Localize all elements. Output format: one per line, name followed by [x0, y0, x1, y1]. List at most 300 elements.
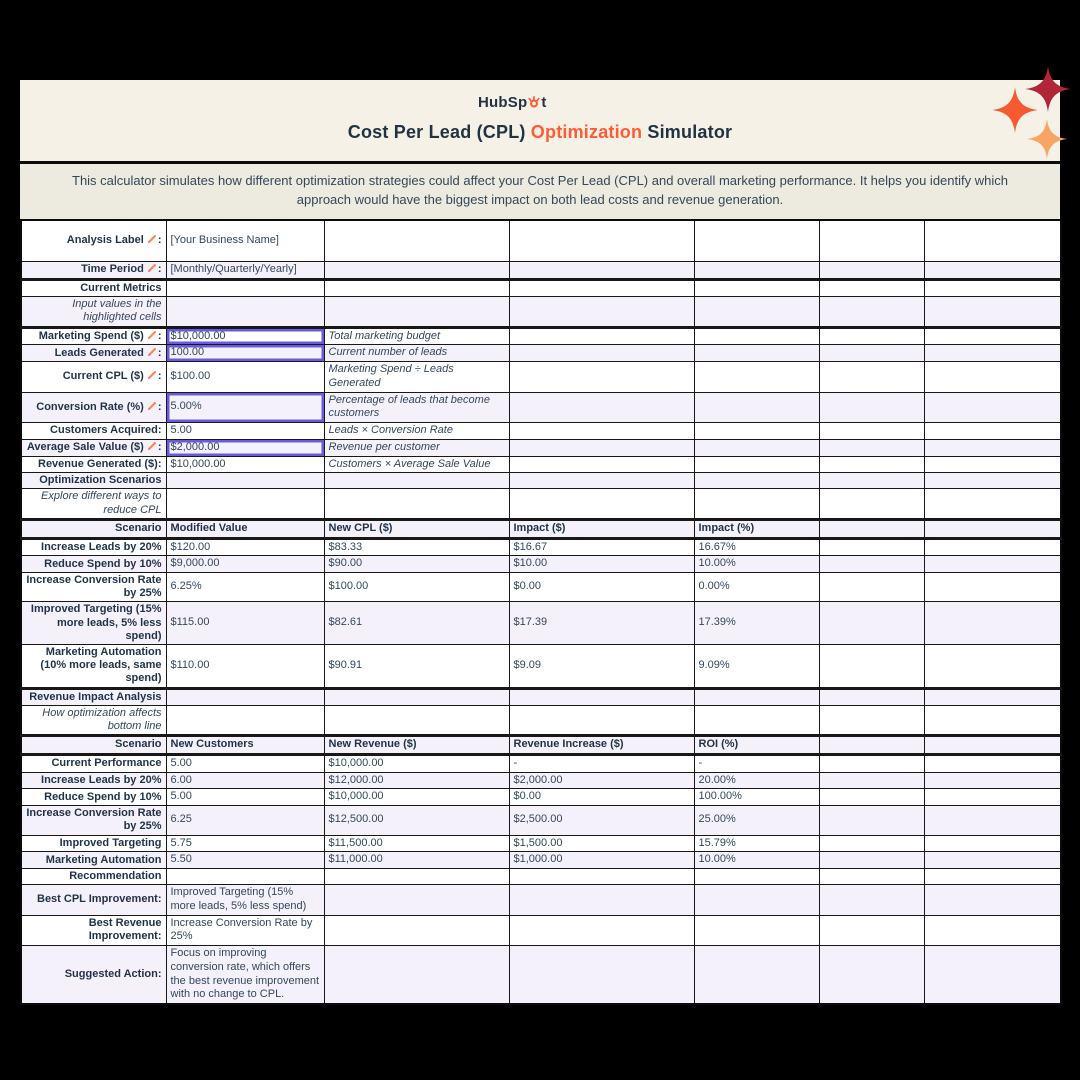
section-label: Revenue Impact Analysis: [21, 688, 166, 705]
empty-cell: [694, 946, 819, 1005]
table-row: [21, 423, 1061, 440]
scenario-value-cell: $100.00: [324, 573, 509, 602]
scenario-label: Increase Conversion Rate by 25%: [21, 573, 166, 602]
field-value-cell[interactable]: $10,000.00: [166, 327, 324, 345]
scenario-value-cell: 17.39%: [694, 602, 819, 645]
field-label-colon: :: [157, 424, 162, 437]
empty-cell: [694, 362, 819, 393]
field-label-text: Conversion Rate (%): [36, 400, 144, 413]
table-row: [21, 645, 1061, 689]
empty-cell: [924, 688, 1061, 705]
scenario-value-cell: 5.75: [166, 835, 324, 852]
field-description: Total marketing budget: [324, 327, 509, 345]
empty-cell: [819, 327, 924, 345]
field-value-cell: Focus on improving conversion rate, which offers the best revenue improvement with no change to CPL.: [166, 946, 324, 1005]
empty-cell: [819, 736, 924, 755]
column-header: Impact ($): [509, 519, 694, 538]
field-label-text: Time Period: [81, 263, 144, 276]
table-row: [21, 439, 1061, 456]
empty-cell: [694, 885, 819, 916]
field-description: Current number of leads: [324, 345, 509, 362]
column-header: Modified Value: [166, 519, 324, 538]
scenario-value-cell: $12,500.00: [324, 806, 509, 835]
empty-cell: [819, 806, 924, 835]
field-description: Customers × Average Sale Value: [324, 456, 509, 473]
empty-cell: [324, 688, 509, 705]
table-row: [21, 538, 1061, 556]
table-row: [21, 915, 1061, 946]
field-label-colon: :: [157, 329, 162, 342]
field-description: [324, 885, 509, 916]
empty-cell: [694, 688, 819, 705]
empty-cell: [924, 754, 1061, 772]
column-header: Impact (%): [694, 519, 819, 538]
hint-label: How optimization affects bottom line: [21, 705, 166, 735]
empty-cell: [819, 456, 924, 473]
empty-cell: [819, 573, 924, 602]
empty-cell: [819, 885, 924, 916]
empty-cell: [694, 297, 819, 327]
field-label-text: Current CPL ($): [62, 370, 144, 383]
empty-cell: [819, 392, 924, 423]
field-description: Revenue per customer: [324, 439, 509, 456]
pencil-icon: [147, 347, 157, 357]
section-label: Recommendation: [21, 869, 166, 885]
field-value-cell: Improved Targeting (15% more leads, 5% less spend): [166, 885, 324, 916]
empty-cell: [509, 297, 694, 327]
empty-cell: [819, 869, 924, 885]
field-label-text: Best CPL Improvement: [37, 893, 158, 906]
scenario-value-cell: 20.00%: [694, 772, 819, 789]
table-row: [21, 279, 1061, 296]
empty-cell: [509, 705, 694, 735]
scenario-label: Improved Targeting (15% more leads, 5% less spend): [21, 602, 166, 645]
empty-cell: [924, 489, 1061, 519]
empty-cell: [509, 885, 694, 916]
logo-text-post: t: [541, 94, 547, 111]
field-label-text: Marketing Spend ($): [38, 329, 144, 342]
hubspot-logo: [478, 94, 547, 111]
column-header: New Customers: [166, 736, 324, 755]
column-header: Scenario: [21, 519, 166, 538]
field-label: [21, 423, 166, 440]
empty-cell: [166, 297, 324, 327]
empty-cell: [924, 573, 1061, 602]
empty-cell: [819, 852, 924, 869]
table-row: [21, 789, 1061, 806]
empty-cell: [509, 362, 694, 393]
empty-cell: [924, 473, 1061, 489]
column-header: Revenue Increase ($): [509, 736, 694, 755]
empty-cell: [509, 946, 694, 1005]
field-label: [21, 392, 166, 423]
spreadsheet: [20, 80, 1060, 1005]
empty-cell: [924, 297, 1061, 327]
table-row: [21, 362, 1061, 393]
empty-cell: [509, 688, 694, 705]
empty-cell: [166, 279, 324, 296]
empty-cell: [924, 538, 1061, 556]
scenario-value-cell: $115.00: [166, 602, 324, 645]
field-description: [324, 262, 509, 280]
field-label-colon: :: [157, 457, 162, 470]
empty-cell: [694, 705, 819, 735]
field-description: [324, 946, 509, 1005]
hubspot-sprocket-icon: [527, 95, 541, 109]
empty-cell: [324, 473, 509, 489]
scenario-value-cell: $90.00: [324, 556, 509, 573]
table-row: [21, 220, 1061, 262]
table-row: [21, 885, 1061, 916]
empty-cell: [924, 362, 1061, 393]
empty-cell: [694, 345, 819, 362]
empty-cell: [509, 262, 694, 280]
scenario-value-cell: $12,000.00: [324, 772, 509, 789]
scenario-label: Reduce Spend by 10%: [21, 789, 166, 806]
empty-cell: [166, 688, 324, 705]
empty-cell: [819, 688, 924, 705]
empty-cell: [509, 439, 694, 456]
table-row: [21, 754, 1061, 772]
hint-label: Explore different ways to reduce CPL: [21, 489, 166, 519]
empty-cell: [819, 835, 924, 852]
empty-cell: [819, 423, 924, 440]
empty-cell: [924, 423, 1061, 440]
scenario-value-cell: 5.50: [166, 852, 324, 869]
empty-cell: [819, 362, 924, 393]
field-label-colon: :: [157, 441, 162, 454]
table-row: [21, 519, 1061, 538]
scenario-label: Increase Leads by 20%: [21, 772, 166, 789]
field-description: Percentage of leads that become customers: [324, 392, 509, 423]
table-row: [21, 946, 1061, 1005]
empty-cell: [924, 519, 1061, 538]
empty-cell: [924, 806, 1061, 835]
pencil-icon: [147, 234, 157, 244]
empty-cell: [924, 946, 1061, 1005]
scenario-value-cell: $2,000.00: [509, 772, 694, 789]
scenario-value-cell: $83.33: [324, 538, 509, 556]
empty-cell: [819, 297, 924, 327]
scenario-label: Reduce Spend by 10%: [21, 556, 166, 573]
scenario-value-cell: 10.00%: [694, 852, 819, 869]
scenario-value-cell: 16.67%: [694, 538, 819, 556]
field-value-cell: 5.00: [166, 423, 324, 440]
field-label-text: Average Sale Value ($): [26, 441, 144, 454]
scenario-value-cell: $16.67: [509, 538, 694, 556]
field-label-text: Customers Acquired: [50, 424, 158, 437]
table-row: [21, 456, 1061, 473]
empty-cell: [324, 705, 509, 735]
field-description: [324, 220, 509, 262]
logo-text-pre: HubSp: [478, 94, 528, 111]
empty-cell: [324, 279, 509, 296]
empty-cell: [819, 556, 924, 573]
empty-cell: [694, 220, 819, 262]
empty-cell: [509, 869, 694, 885]
pencil-icon: [147, 370, 157, 380]
empty-cell: [509, 423, 694, 440]
table-body: [21, 220, 1061, 1005]
scenario-value-cell: 6.25: [166, 806, 324, 835]
empty-cell: [694, 456, 819, 473]
empty-cell: [819, 262, 924, 280]
scenario-value-cell: 6.25%: [166, 573, 324, 602]
empty-cell: [166, 869, 324, 885]
empty-cell: [694, 262, 819, 280]
empty-cell: [819, 220, 924, 262]
scenario-value-cell: $9,000.00: [166, 556, 324, 573]
empty-cell: [924, 392, 1061, 423]
empty-cell: [819, 538, 924, 556]
scenario-value-cell: 100.00%: [694, 789, 819, 806]
pencil-icon: [147, 263, 157, 273]
scenario-value-cell: $0.00: [509, 789, 694, 806]
section-label: Optimization Scenarios: [21, 473, 166, 489]
header-band: [20, 80, 1060, 161]
table-row: [21, 852, 1061, 869]
table-row: [21, 806, 1061, 835]
empty-cell: [819, 345, 924, 362]
table-row: [21, 297, 1061, 327]
empty-cell: [819, 915, 924, 946]
field-label-colon: :: [157, 968, 162, 981]
field-label: [21, 327, 166, 345]
empty-cell: [819, 772, 924, 789]
scenario-value-cell: 5.00: [166, 789, 324, 806]
empty-cell: [819, 602, 924, 645]
empty-cell: [819, 946, 924, 1005]
empty-cell: [819, 279, 924, 296]
scenario-label: Marketing Automation (10% more leads, same spend): [21, 645, 166, 689]
table-row: [21, 688, 1061, 705]
empty-cell: [819, 473, 924, 489]
section-label: Current Metrics: [21, 279, 166, 296]
empty-cell: [509, 473, 694, 489]
table-row: [21, 345, 1061, 362]
scenario-value-cell: $1,000.00: [509, 852, 694, 869]
table-row: [21, 489, 1061, 519]
table-row: [21, 705, 1061, 735]
scenario-value-cell: $120.00: [166, 538, 324, 556]
empty-cell: [509, 392, 694, 423]
field-label: [21, 439, 166, 456]
scenario-value-cell: $11,500.00: [324, 835, 509, 852]
empty-cell: [694, 473, 819, 489]
empty-cell: [509, 456, 694, 473]
empty-cell: [924, 789, 1061, 806]
scenario-value-cell: 10.00%: [694, 556, 819, 573]
field-label-text: Best Revenue Improvement: [88, 917, 162, 943]
empty-cell: [924, 852, 1061, 869]
scenario-value-cell: $10,000.00: [324, 754, 509, 772]
empty-cell: [924, 736, 1061, 755]
scenario-value-cell: -: [694, 754, 819, 772]
scenario-value-cell: -: [509, 754, 694, 772]
empty-cell: [924, 915, 1061, 946]
field-label-text: Leads Generated: [54, 346, 144, 359]
field-description: Leads × Conversion Rate: [324, 423, 509, 440]
table-row: [21, 556, 1061, 573]
scenario-value-cell: $17.39: [509, 602, 694, 645]
field-value-cell: Increase Conversion Rate by 25%: [166, 915, 324, 946]
empty-cell: [924, 885, 1061, 916]
table-row: [21, 869, 1061, 885]
scenario-value-cell: $11,000.00: [324, 852, 509, 869]
empty-cell: [819, 754, 924, 772]
empty-cell: [509, 345, 694, 362]
empty-cell: [924, 556, 1061, 573]
empty-cell: [324, 297, 509, 327]
scenario-value-cell: 9.09%: [694, 645, 819, 689]
empty-cell: [924, 262, 1061, 280]
scenario-label: Increase Leads by 20%: [21, 538, 166, 556]
empty-cell: [324, 489, 509, 519]
title-pre: Cost Per Lead (CPL): [347, 122, 531, 142]
table-row: [21, 772, 1061, 789]
field-label: [21, 362, 166, 393]
cpl-table: [20, 219, 1062, 1006]
field-label-colon: :: [157, 234, 162, 247]
empty-cell: [509, 915, 694, 946]
field-value-cell[interactable]: [Monthly/Quarterly/Yearly]: [166, 262, 324, 280]
empty-cell: [694, 327, 819, 345]
field-description: Marketing Spend ÷ Leads Generated: [324, 362, 509, 393]
scenario-value-cell: 6.00: [166, 772, 324, 789]
title-highlight: Optimization: [530, 122, 643, 142]
field-label: [21, 220, 166, 262]
empty-cell: [509, 220, 694, 262]
field-value-cell: $10,000.00: [166, 456, 324, 473]
field-label: [21, 915, 166, 946]
field-value-cell[interactable]: 100.00: [166, 345, 324, 362]
empty-cell: [166, 705, 324, 735]
empty-cell: [694, 439, 819, 456]
field-label-colon: :: [157, 930, 162, 943]
table-row: [21, 327, 1061, 345]
empty-cell: [694, 869, 819, 885]
field-label: [21, 345, 166, 362]
scenario-value-cell: $110.00: [166, 645, 324, 689]
empty-cell: [819, 519, 924, 538]
table-row: [21, 602, 1061, 645]
column-header: New CPL ($): [324, 519, 509, 538]
pencil-icon: [147, 401, 157, 411]
table-row: [21, 262, 1061, 280]
empty-cell: [819, 789, 924, 806]
empty-cell: [819, 645, 924, 689]
field-label-text: Analysis Label: [66, 234, 144, 247]
empty-cell: [819, 439, 924, 456]
field-label: [21, 262, 166, 280]
table-row: [21, 573, 1061, 602]
scenario-label: Increase Conversion Rate by 25%: [21, 806, 166, 835]
scenario-value-cell: $90.91: [324, 645, 509, 689]
empty-cell: [819, 705, 924, 735]
empty-cell: [694, 423, 819, 440]
scenario-label: Improved Targeting: [21, 835, 166, 852]
scenario-value-cell: $0.00: [509, 573, 694, 602]
empty-cell: [924, 835, 1061, 852]
scenario-label: Current Performance: [21, 754, 166, 772]
column-header: ROI (%): [694, 736, 819, 755]
field-label-text: Suggested Action: [64, 968, 158, 981]
empty-cell: [509, 327, 694, 345]
scenario-label: Marketing Automation: [21, 852, 166, 869]
hint-label: Input values in the highlighted cells: [21, 297, 166, 327]
field-label-colon: :: [157, 263, 162, 276]
empty-cell: [924, 869, 1061, 885]
field-label: [21, 946, 166, 1005]
field-label-colon: :: [157, 893, 162, 906]
description-band: [20, 161, 1060, 219]
empty-cell: [324, 869, 509, 885]
empty-cell: [924, 705, 1061, 735]
title-post: Simulator: [642, 122, 733, 142]
scenario-value-cell: 0.00%: [694, 573, 819, 602]
empty-cell: [924, 456, 1061, 473]
table-row: [21, 835, 1061, 852]
field-label-colon: :: [157, 346, 162, 359]
field-label-colon: :: [157, 370, 162, 383]
field-label-text: Revenue Generated ($): [38, 457, 158, 470]
empty-cell: [509, 279, 694, 296]
pencil-icon: [147, 441, 157, 451]
page-title: [20, 122, 1060, 143]
field-value-cell[interactable]: $100.00: [166, 362, 324, 393]
scenario-value-cell: $9.09: [509, 645, 694, 689]
empty-cell: [694, 279, 819, 296]
empty-cell: [694, 915, 819, 946]
description-text: This calculator simulates how different optimization strategies could affect your Cost Per Lead (CPL) and overall marketing performance. It helps you identify which approach would have the biggest impact on both lead costs and revenue generation.: [72, 173, 1008, 207]
scenario-value-cell: $2,500.00: [509, 806, 694, 835]
scenario-value-cell: 15.79%: [694, 835, 819, 852]
scenario-value-cell: $82.61: [324, 602, 509, 645]
field-label: [21, 456, 166, 473]
scenario-value-cell: $1,500.00: [509, 835, 694, 852]
empty-cell: [924, 345, 1061, 362]
empty-cell: [694, 489, 819, 519]
empty-cell: [166, 489, 324, 519]
scenario-value-cell: $10.00: [509, 556, 694, 573]
empty-cell: [694, 392, 819, 423]
empty-cell: [924, 772, 1061, 789]
empty-cell: [924, 645, 1061, 689]
field-label: [21, 885, 166, 916]
empty-cell: [509, 489, 694, 519]
field-value-cell[interactable]: 5.00%: [166, 392, 324, 423]
empty-cell: [924, 439, 1061, 456]
scenario-value-cell: $10,000.00: [324, 789, 509, 806]
scenario-value-cell: 5.00: [166, 754, 324, 772]
empty-cell: [166, 473, 324, 489]
scenario-value-cell: 25.00%: [694, 806, 819, 835]
column-header: Scenario: [21, 736, 166, 755]
field-description: [324, 915, 509, 946]
field-value-cell[interactable]: [Your Business Name]: [166, 220, 324, 262]
empty-cell: [924, 327, 1061, 345]
table-row: [21, 736, 1061, 755]
pencil-icon: [147, 330, 157, 340]
table-row: [21, 392, 1061, 423]
table-row: [21, 473, 1061, 489]
field-value-cell[interactable]: $2,000.00: [166, 439, 324, 456]
field-label-colon: :: [157, 400, 162, 413]
empty-cell: [924, 279, 1061, 296]
empty-cell: [924, 220, 1061, 262]
empty-cell: [819, 489, 924, 519]
empty-cell: [924, 602, 1061, 645]
